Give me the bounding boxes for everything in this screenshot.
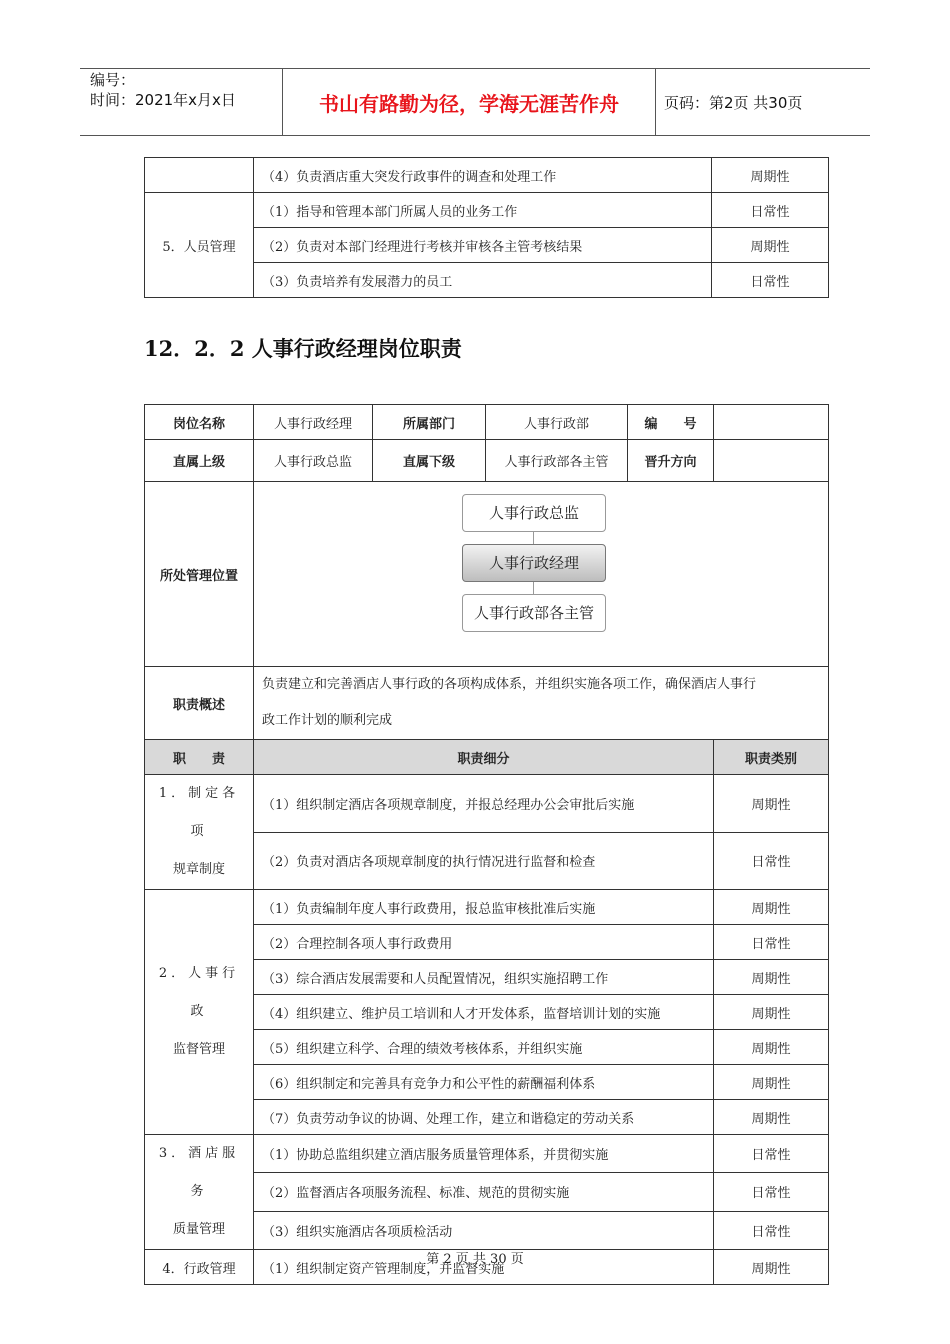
duty-category-line: 1．制定各项 [158, 786, 240, 839]
org-connector [533, 582, 534, 594]
duty-detail: （2）监督酒店各项服务流程、标准、规范的贯彻实施 [254, 1173, 714, 1211]
table-row [145, 775, 829, 833]
duty-type: 周期性 [714, 960, 829, 995]
header-bottom-rule [80, 135, 870, 136]
duty-type: 周期性 [714, 1030, 829, 1065]
header-meta [90, 70, 236, 110]
top-duty-table [144, 157, 829, 298]
summary-line: 负责建立和完善酒店人事行政的各项构成体系，并组织实施各项工作，确保酒店人事行 [262, 677, 757, 692]
duty-category-line: 监督管理 [172, 1042, 225, 1057]
duty-type: 周期性 [714, 1100, 829, 1135]
header-page-info: 页码：第2页 共30页 [664, 94, 803, 112]
duty-type: 周期性 [714, 1065, 829, 1100]
duty-detail: （2）负责对本部门经理进行考核并审核各主管考核结果 [254, 228, 712, 263]
duty-type: 日常性 [714, 925, 829, 960]
col-duty: 职 责 [145, 740, 254, 775]
duty-detail: （1）指导和管理本部门所属人员的业务工作 [254, 193, 712, 228]
duty-category [145, 775, 254, 890]
duty-detail: （2）合理控制各项人事行政费用 [254, 925, 714, 960]
duty-type: 周期性 [714, 1250, 829, 1285]
duty-type: 日常性 [714, 1173, 829, 1211]
duty-type: 周期性 [714, 995, 829, 1030]
duty-category-line: 2．人事行政 [158, 966, 240, 1019]
duty-category: 5．人员管理 [145, 193, 254, 298]
duty-type: 日常性 [714, 1211, 829, 1249]
header-number: 编号： [90, 71, 136, 89]
duty-category: 4．行政管理 [145, 1250, 254, 1285]
duty-detail: （3）负责培养有发展潜力的员工 [254, 263, 712, 298]
summary-line: 政工作计划的顺利完成 [262, 713, 393, 728]
duty-detail: （1）组织制定资产管理制度，并监督实施 [254, 1250, 714, 1285]
duty-category-line: 质量管理 [172, 1222, 225, 1237]
duty-detail: （4）组织建立、维护员工培训和人才开发体系，监督培训计划的实施 [254, 995, 714, 1030]
position-chart-label: 所处管理位置 [145, 482, 254, 667]
duty-detail: （4）负责酒店重大突发行政事件的调查和处理工作 [254, 158, 712, 193]
org-box-supervisors: 人事行政部各主管 [462, 594, 606, 632]
org-connector [533, 532, 534, 544]
duty-category [145, 1135, 254, 1250]
duty-category [145, 890, 254, 1135]
table-row [145, 890, 829, 925]
duty-detail: （6）组织制定和完善具有竞争力和公平性的薪酬福利体系 [254, 1065, 714, 1100]
superior-label: 直属上级 [145, 440, 254, 482]
table-header-row [145, 740, 829, 775]
duty-detail: （5）组织建立科学、合理的绩效考核体系，并组织实施 [254, 1030, 714, 1065]
org-box-director: 人事行政总监 [462, 494, 606, 532]
duty-detail: （1）组织制定酒店各项规章制度，并报总经理办公会审批后实施 [254, 775, 714, 833]
duty-category-line: 规章制度 [172, 862, 225, 877]
org-box-manager: 人事行政经理 [462, 544, 606, 582]
dept-label: 所属部门 [373, 405, 486, 440]
position-label: 岗位名称 [145, 405, 254, 440]
header-time: 时间：2021年x月x日 [90, 91, 236, 109]
superior-value: 人事行政总监 [254, 440, 373, 482]
promotion-value [714, 440, 829, 482]
header-motto: 书山有路勤为径，学海无涯苦作舟 [319, 92, 619, 116]
duty-type: 周期性 [712, 228, 829, 263]
table-row [145, 1135, 829, 1173]
table-row [145, 405, 829, 440]
summary-text [254, 667, 829, 740]
duty-type: 日常性 [714, 1135, 829, 1173]
duty-type: 周期性 [712, 158, 829, 193]
section-title: 12．2．2 人事行政经理岗位职责 [144, 336, 462, 361]
duty-detail: （3）综合酒店发展需要和人员配置情况，组织实施招聘工作 [254, 960, 714, 995]
duty-type: 日常性 [712, 193, 829, 228]
col-detail: 职责细分 [254, 740, 714, 775]
job-table [144, 404, 829, 1285]
duty-type: 周期性 [714, 890, 829, 925]
duty-type: 周期性 [714, 775, 829, 833]
summary-label: 职责概述 [145, 667, 254, 740]
table-row [145, 667, 829, 740]
page-footer: 第 2 页 共 30 页 [426, 1252, 524, 1267]
header-top-rule [80, 68, 870, 69]
table-row [145, 158, 829, 193]
dept-value: 人事行政部 [486, 405, 628, 440]
subordinate-value: 人事行政部各主管 [486, 440, 628, 482]
duty-detail: （1）负责编制年度人事行政费用，报总监审核批准后实施 [254, 890, 714, 925]
duty-type: 日常性 [714, 832, 829, 890]
subordinate-label: 直属下级 [373, 440, 486, 482]
duty-category-line: 3．酒店服务 [158, 1146, 240, 1199]
duty-detail: （7）负责劳动争议的协调、处理工作，建立和谐稳定的劳动关系 [254, 1100, 714, 1135]
table-row [145, 193, 829, 228]
empty-cell [145, 158, 254, 193]
header-divider-2 [655, 68, 656, 136]
col-type: 职责类别 [714, 740, 829, 775]
duty-detail: （2）负责对酒店各项规章制度的执行情况进行监督和检查 [254, 832, 714, 890]
code-label: 编 号 [628, 405, 714, 440]
duty-type: 日常性 [712, 263, 829, 298]
position-value: 人事行政经理 [254, 405, 373, 440]
table-row [145, 440, 829, 482]
promotion-label: 晋升方向 [628, 440, 714, 482]
duty-detail: （3）组织实施酒店各项质检活动 [254, 1211, 714, 1249]
code-value [714, 405, 829, 440]
duty-detail: （1）协助总监组织建立酒店服务质量管理体系，并贯彻实施 [254, 1135, 714, 1173]
